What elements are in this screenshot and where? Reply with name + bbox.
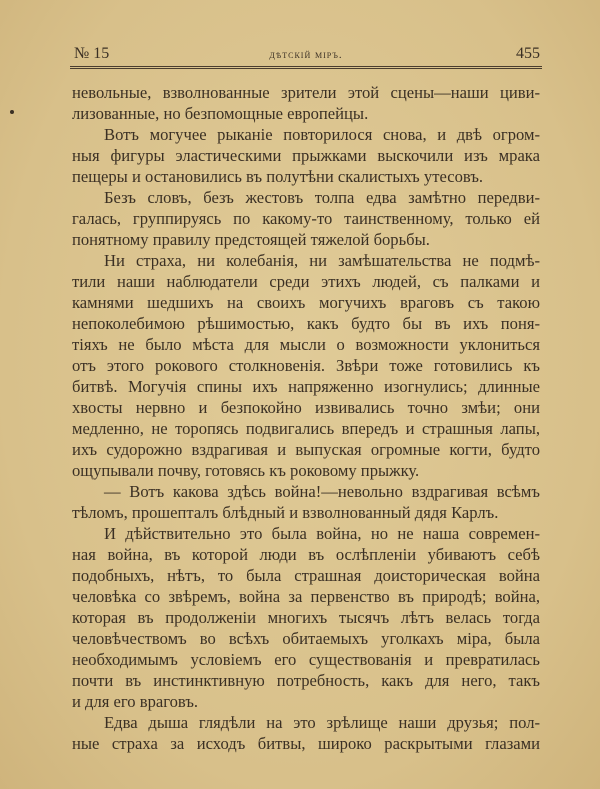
paragraph: [72, 523, 540, 712]
paragraph: [72, 481, 540, 523]
text-line: и для его враговъ.: [72, 692, 199, 711]
running-header: [72, 45, 540, 65]
text-line: отъ этого рокового столкновенiя. Звѣри тоже готовились къ: [72, 356, 540, 375]
text-line: И дѣйствительно это была война, но не наша современ-: [104, 524, 540, 543]
body-text: [72, 82, 540, 754]
text-line: Безъ словъ, безъ жестовъ толпа едва замѣтно передви-: [104, 188, 540, 207]
text-line: битвѣ. Могучiя спины ихъ напряженно изогнулись; длинные: [72, 377, 540, 396]
text-line: которая въ продолженiи многихъ тысячъ лѣтъ велась тогда: [72, 608, 540, 627]
text-line: камнями шедшихъ на своихъ могучихъ враговъ съ такою: [72, 293, 540, 312]
text-line: пещеры и остановились въ полутѣни скалистыхъ утесовъ.: [72, 167, 484, 186]
text-line: — Вотъ какова здѣсь война!—невольно вздрагивая всѣмъ: [104, 482, 540, 501]
text-line: лизованные, но безпомощные европейцы.: [72, 104, 369, 123]
text-line: подобныхъ, нѣтъ, то была страшная доисторическая война: [72, 566, 540, 585]
paragraph: [72, 712, 540, 754]
text-line: ная война, въ которой люди въ ослѣпленiи убиваютъ себѣ: [72, 545, 540, 564]
text-line: Вотъ могучее рыканiе повторилося снова, и двѣ огром-: [104, 125, 540, 144]
text-line: Едва дыша глядѣли на это зрѣлище наши друзья; пол-: [104, 713, 540, 732]
text-line: человѣка со звѣремъ, война за первенство въ природѣ; война,: [72, 587, 540, 606]
text-line: тѣломъ, прошепталъ блѣдный и взволнованный дядя Карлъ.: [72, 503, 499, 522]
text-line: ныя фигуры эластическими прыжками выскочили изъ мрака: [72, 146, 540, 165]
text-line: необходимымъ условiемъ его существованiя и превратилась: [72, 650, 540, 669]
page-number: 455: [516, 45, 540, 62]
text-line: медленно, не торопясь подвигались впередъ и страшныя лапы,: [72, 419, 540, 438]
issue-number: № 15: [74, 45, 110, 62]
header-rule: [70, 66, 542, 69]
text-line: тили наши наблюдатели среди этихъ людей, съ палками и: [72, 272, 540, 291]
text-line: ные страха за исходъ битвы, широко раскрытыми глазами: [72, 734, 540, 753]
text-line: непоколебимою рѣшимостью, какъ будто бы въ ихъ поня-: [72, 314, 540, 333]
text-line: хвосты нервно и безпокойно извивались точно змѣи; они: [72, 398, 540, 417]
text-line: понятному правилу предстоящей тяжелой борьбы.: [72, 230, 430, 249]
text-line: тiяхъ не было мѣста для мысли о возможности уклониться: [72, 335, 540, 354]
text-line: человѣчествомъ во всѣхъ обитаемыхъ уголкахъ мiра, была: [72, 629, 540, 648]
text-line: невольные, взволнованные зрители этой сцены—наши циви-: [72, 83, 540, 102]
text-line: Ни страха, ни колебанiя, ни замѣшательства не подмѣ-: [104, 251, 540, 270]
text-line: ихъ судорожно вздрагивая и выпуская огромные когти, будто: [72, 440, 540, 459]
paragraph: [72, 250, 540, 481]
text-line: ощупывали почву, готовясь къ роковому прыжку.: [72, 461, 420, 480]
text-line: почти въ инстинктивную потребность, какъ для него, такъ: [72, 671, 540, 690]
ink-spot: [10, 110, 14, 114]
text-line: галась, группируясь по какому-то таинственному, только ей: [72, 209, 540, 228]
paragraph: [72, 124, 540, 187]
paragraph: [72, 82, 540, 124]
journal-title: дѣтскiй мiръ.: [269, 49, 343, 61]
paragraph: [72, 187, 540, 250]
